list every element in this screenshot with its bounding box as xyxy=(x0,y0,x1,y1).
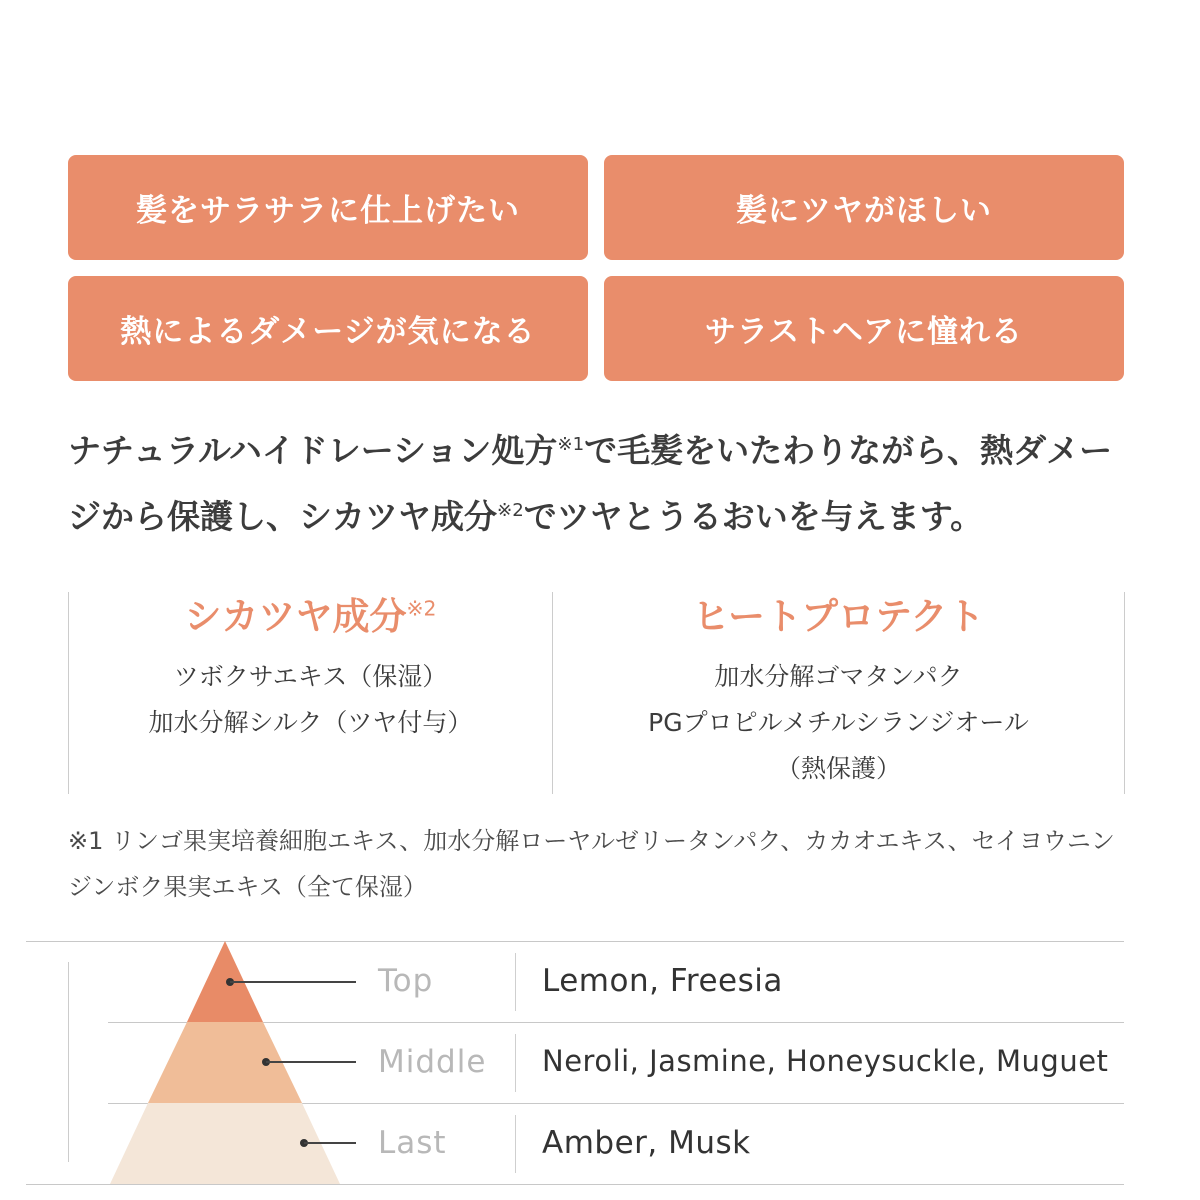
concern-button-label: サラストヘアに憧れる xyxy=(704,314,1024,350)
feature-title xyxy=(553,592,1124,642)
top-note-leader xyxy=(230,981,356,983)
feature-title xyxy=(69,592,552,642)
feature-cica-shine xyxy=(69,590,552,795)
intro-text-3: でツヤとうるおいを与えます。 xyxy=(523,497,984,536)
concern-button-heat-damage[interactable] xyxy=(68,276,588,381)
intro-text-2: で毛髪をいたわりながら、熱ダメージから保護し、シカツヤ成分 xyxy=(68,431,1113,536)
top-note-value: Lemon, Freesia xyxy=(542,963,783,999)
last-note-label: Last xyxy=(378,1125,447,1161)
intro-text-1: ナチュラルハイドレーション処方 xyxy=(68,431,558,470)
concern-button-smooth[interactable] xyxy=(68,155,588,260)
concern-button-label: 髪にツヤがほしい xyxy=(736,193,992,229)
footnote-mark-2: ※2 xyxy=(497,500,524,521)
note-separator xyxy=(515,1115,516,1173)
last-note-value: Amber, Musk xyxy=(542,1125,751,1161)
fragrance-left-border xyxy=(68,962,69,1162)
footnote: ※1 リンゴ果実培養細胞エキス、加水分解ローヤルゼリータンパク、カカオエキス、セイヨウニンジンボク果実エキス（全て保湿） xyxy=(68,827,1115,901)
feature-ingredient: ツボクサエキス（保湿） xyxy=(173,662,448,691)
intro-paragraph xyxy=(68,418,1128,550)
fragrance-bottom-border xyxy=(26,1184,1124,1185)
concern-button-sarasto-hair[interactable] xyxy=(604,276,1124,381)
pyramid-middle-layer xyxy=(148,1022,302,1103)
top-note-label: Top xyxy=(378,963,434,999)
feature-title-mark: ※2 xyxy=(406,596,437,621)
note-separator xyxy=(515,953,516,1011)
middle-note-leader xyxy=(266,1061,356,1063)
fragrance-row-divider xyxy=(108,1022,1124,1023)
feature-title-text: シカツヤ成分 xyxy=(184,595,407,638)
concern-button-label: 髪をサラサラに仕上げたい xyxy=(136,193,520,229)
fragrance-row-divider xyxy=(108,1103,1124,1104)
feature-ingredient: （熱保護） xyxy=(775,754,901,783)
footnote-mark-1: ※1 xyxy=(557,434,585,455)
fragrance-top-border xyxy=(26,941,1124,942)
feature-title-text: ヒートプロテクト xyxy=(692,595,985,638)
feature-ingredient: PGプロピルメチルシランジオール xyxy=(648,708,1029,737)
feature-ingredient: 加水分解シルク（ツヤ付与） xyxy=(148,708,473,737)
feature-heat-protect xyxy=(553,590,1124,795)
middle-note-value: Neroli, Jasmine, Honeysuckle, Muguet xyxy=(542,1044,1109,1078)
feature-divider-right xyxy=(1124,592,1125,794)
note-separator xyxy=(515,1034,516,1092)
concern-button-shine[interactable] xyxy=(604,155,1124,260)
middle-note-label: Middle xyxy=(378,1044,487,1080)
last-note-leader xyxy=(304,1142,356,1144)
feature-ingredient: 加水分解ゴマタンパク xyxy=(714,662,963,691)
concern-button-label: 熱によるダメージが気になる xyxy=(120,314,536,350)
